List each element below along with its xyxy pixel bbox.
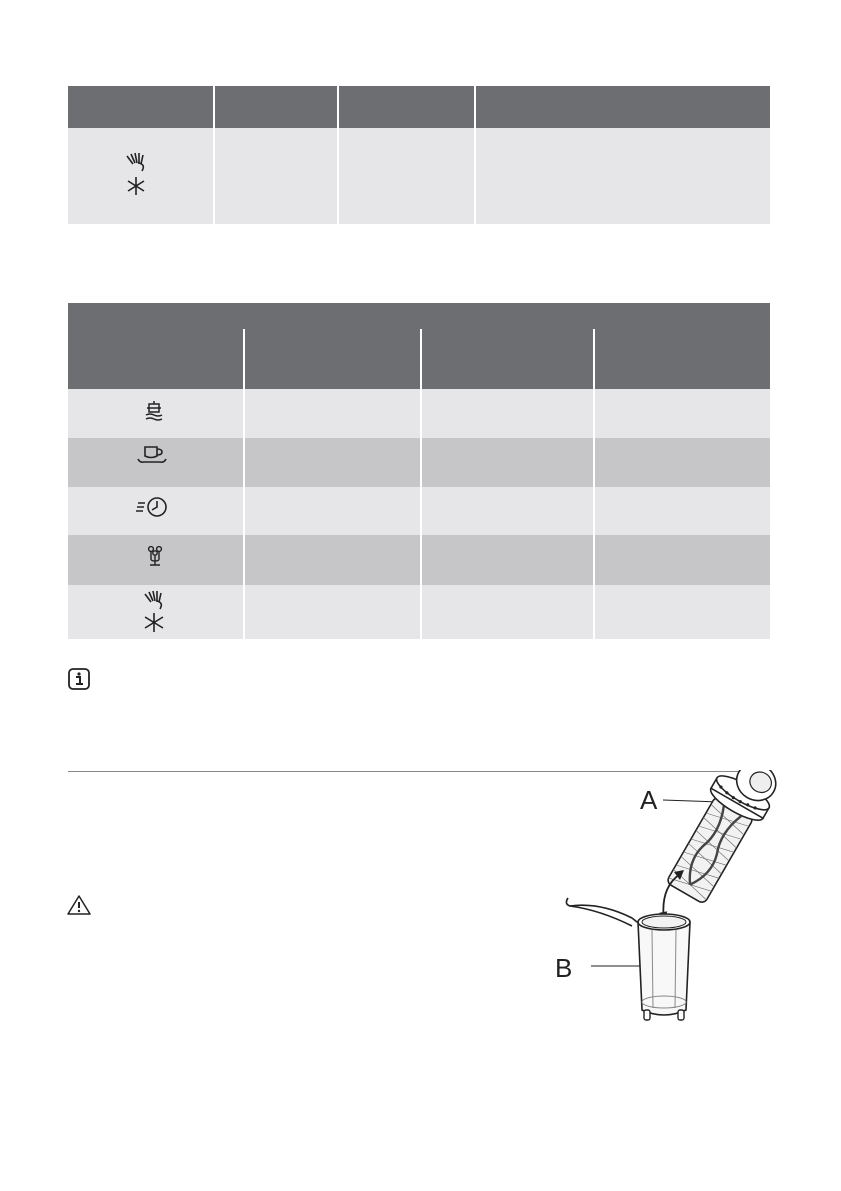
table-row xyxy=(68,487,770,535)
label-a: A xyxy=(640,785,658,815)
table-1-header xyxy=(68,86,770,128)
table-row xyxy=(68,535,770,585)
filter-drawing xyxy=(560,770,820,1030)
warning-icon xyxy=(66,894,92,916)
filter-a xyxy=(659,770,786,908)
table-row xyxy=(68,389,770,438)
cup-icon xyxy=(136,445,168,467)
table-row xyxy=(68,585,770,639)
eco-tree-icon xyxy=(146,545,164,567)
filter-b xyxy=(566,898,690,1020)
spray-icon xyxy=(124,152,148,172)
info-icon xyxy=(68,668,90,690)
table-1-row xyxy=(68,128,770,224)
table-2-header xyxy=(68,303,770,389)
spray-snowflake-icon xyxy=(142,590,166,634)
snowflake-icon xyxy=(126,176,146,196)
label-b: B xyxy=(555,953,573,983)
dishwash-icon xyxy=(144,401,164,423)
quick-clock-icon xyxy=(136,496,168,518)
table-row xyxy=(68,438,770,487)
